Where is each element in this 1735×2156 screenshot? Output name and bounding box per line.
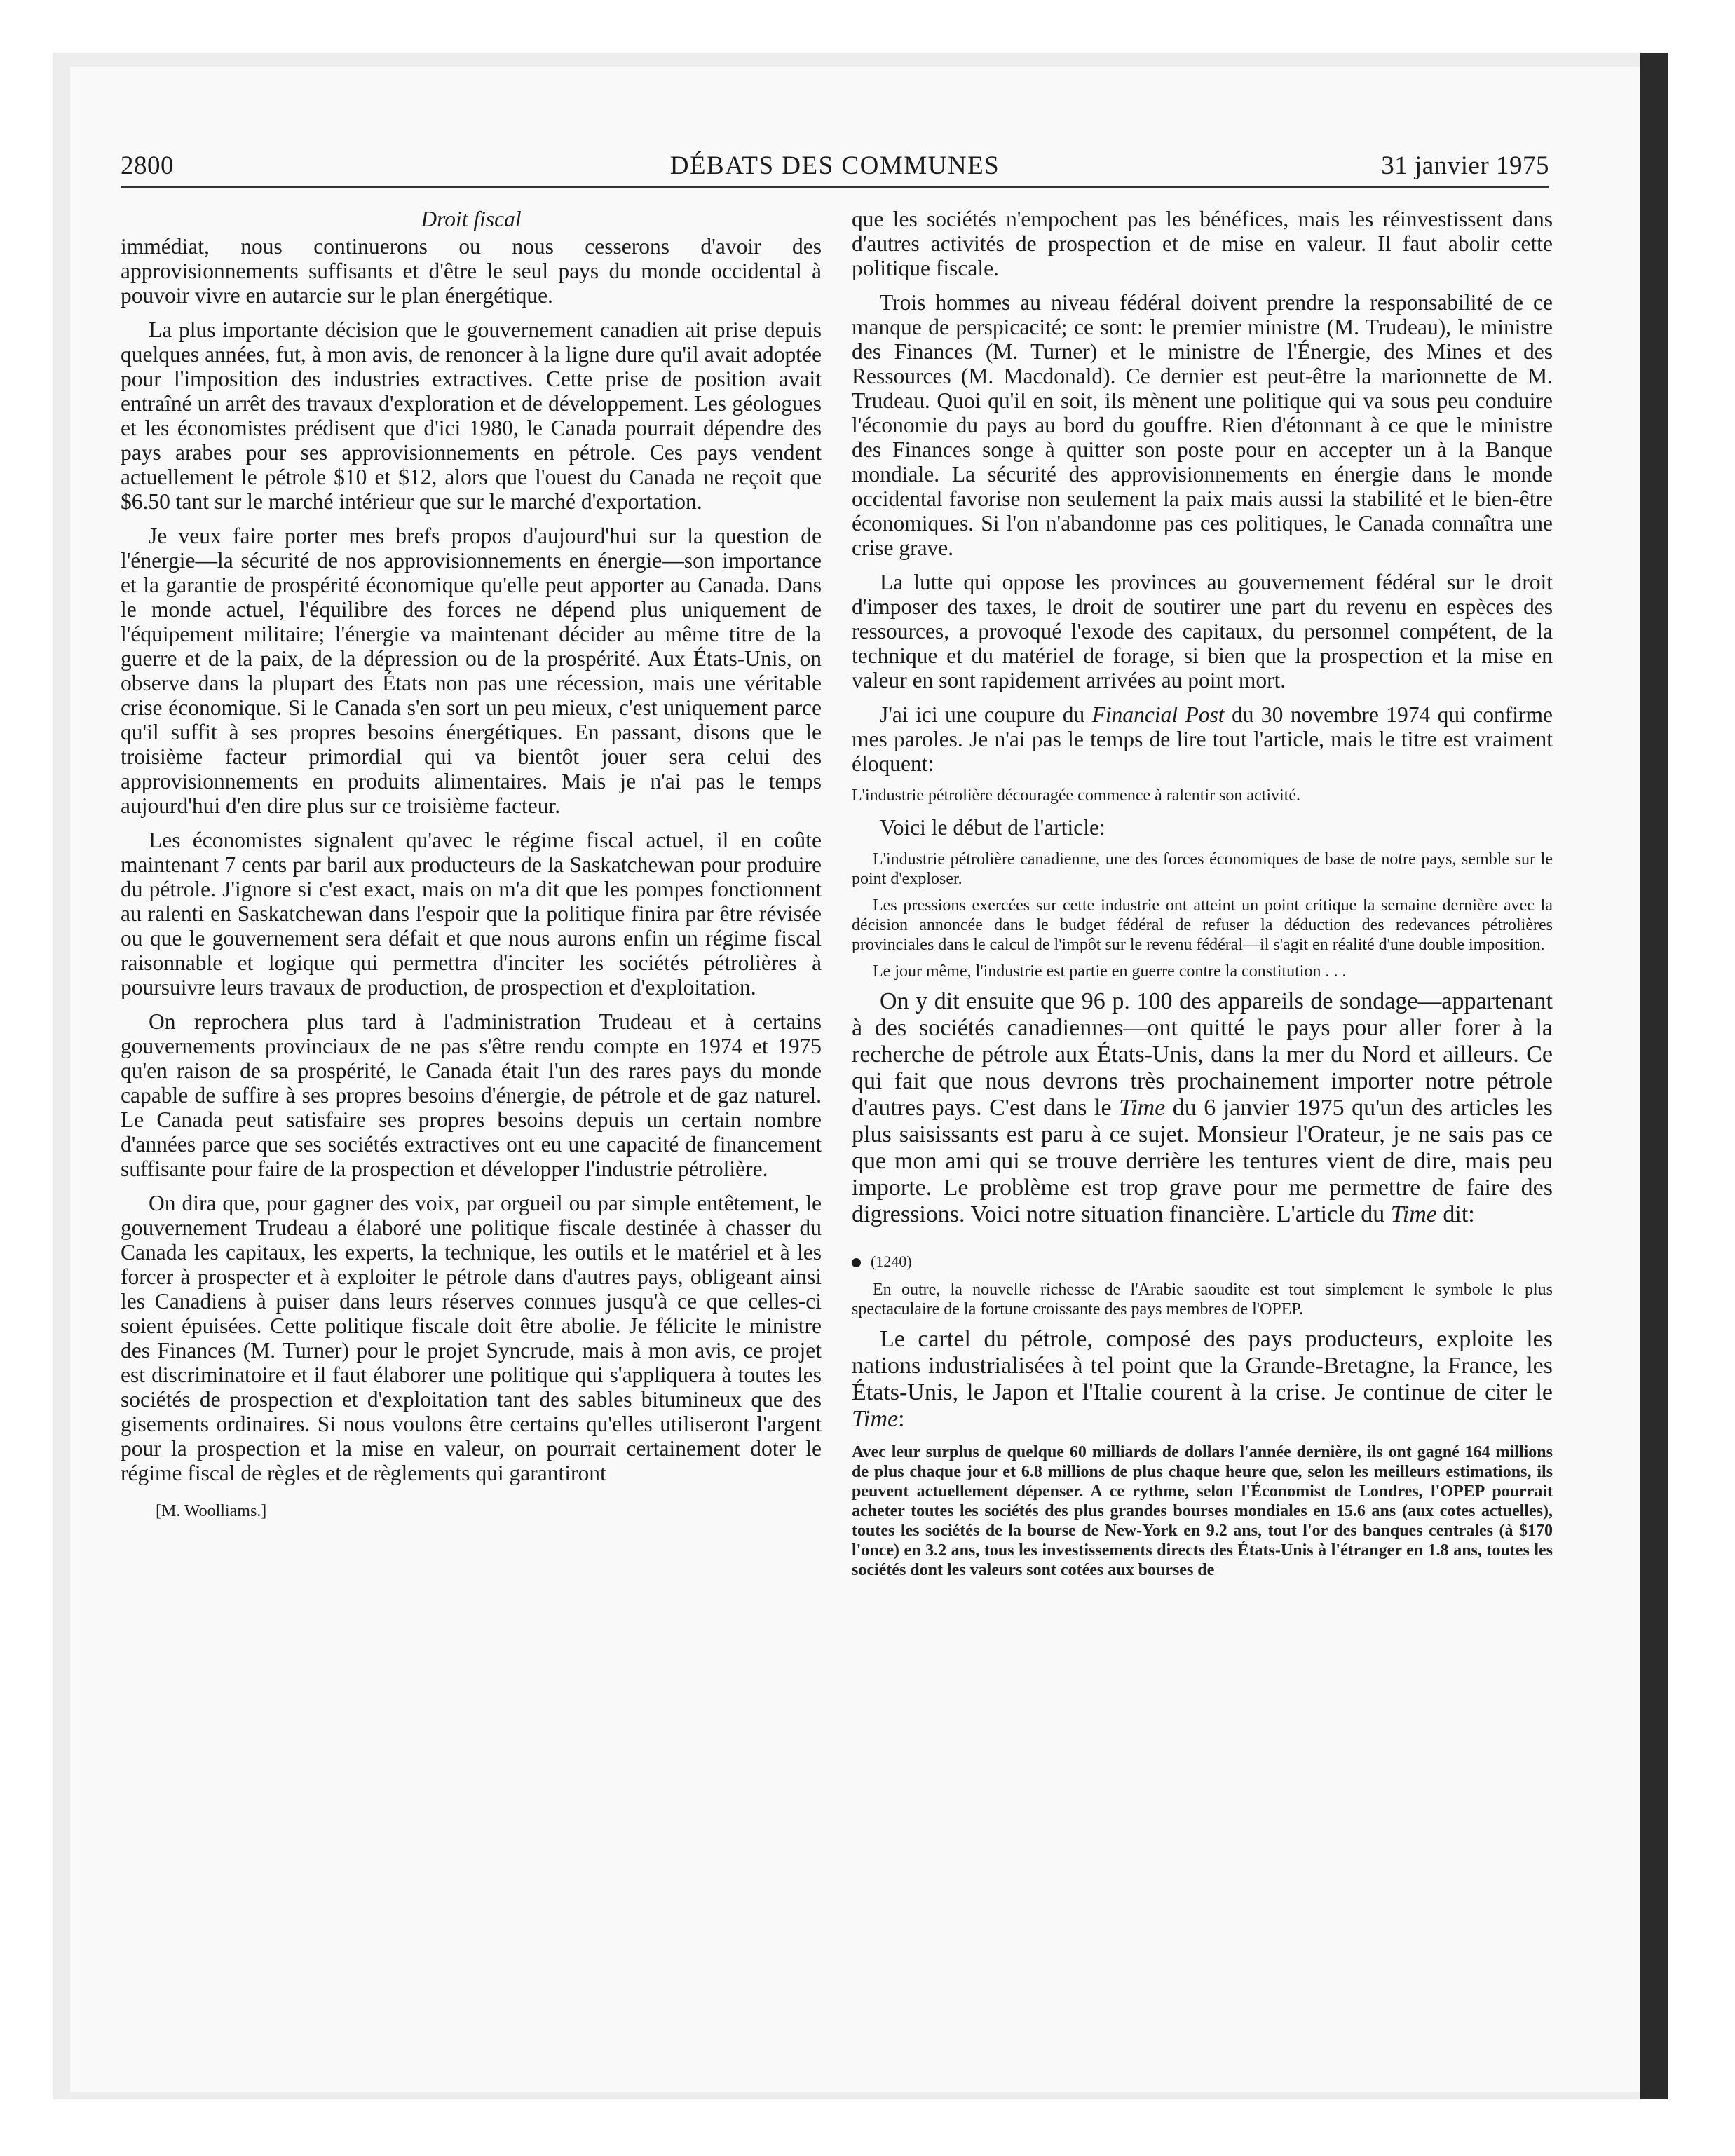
- block-quote: Avec leur surplus de quelque 60 milliards de dollars l'année dernière, ils ont gagné 164 millions de plus chaque jour et 6.8 millions de plus chaque heure que, selon les meilleurs estimations, ils peuvent actuellement dépenser. A ce rythme, selon l'Économist de Londres, l'OPEP pourrait acheter toutes les sociétés des plus grandes bourses mondiales en 15.6 ans (aux cotes actuelles), toutes les sociétés de la bourse de New-York en 9.2 ans, tout l'or des banques centrales (à $170 l'once) en 3.2 ans, tous les investissements directs des États-Unis à l'étranger en 1.8 ans, toutes les sociétés dont les valeurs sont cotées aux bourses de: [852, 1443, 1553, 1579]
- paragraph: Voici le début de l'article:: [880, 815, 1105, 840]
- block-quote: En outre, la nouvelle richesse de l'Arabie saoudite est tout simplement le symbole le plus spectaculaire de la fortune croissante des pays membres de l'OPEP.: [852, 1281, 1553, 1318]
- page-header: [121, 151, 1549, 186]
- text-run: du 6 janvier 1975 qu'un des articles les plus saisissants est paru à ce sujet. Monsieur l'Orateur, je ne sais pas ce que mon ami qui se trouve derrière les tentures vient de dire, mais peu importe. Le problème est trop grave pour me permettre de faire des digressions. Voici notre situation financière. L'article du: [852, 1095, 1553, 1227]
- publication-name: Time: [1119, 1095, 1166, 1121]
- paragraph: que les sociétés n'empochent pas les bénéfices, mais les réinvestissent dans d'autres activités de prospection et de mise en valeur. Il faut abolir cette politique fiscale.: [852, 207, 1553, 280]
- speaker-attribution: [M. Woolliams.]: [156, 1502, 267, 1520]
- paragraph: Je veux faire porter mes brefs propos d'aujourd'hui sur la question de l'énergie—la sécurité de nos approvisionnements en énergie—son importance et la garantie de prospérité économique qu'elle peut apporter au Canada. Dans le monde actuel, l'équilibre des forces ne dépend plus uniquement de l'équipement militaire; l'énergie va maintenant décider au même titre de la guerre et de la paix, de la dépression ou de la prospérité. Aux États-Unis, on observe dans la plupart des États non pas une récession, mais une véritable crise économique. Si le Canada s'en sort un peu mieux, c'est uniquement parce qu'il suffit à ses propres besoins énergétiques. En passant, disons que le troisième facteur primordial qui va bientôt jouer sera celui des approvisionnements en produits alimentaires. Mais je n'ai pas le temps aujourd'hui d'en dire plus sur ce troisième facteur.: [121, 524, 822, 818]
- paragraph: [852, 988, 1553, 1228]
- left-column: [121, 207, 822, 1524]
- block-quote: L'industrie pétrolière canadienne, une des forces économiques de base de notre pays, semble sur le point d'exploser.: [852, 850, 1553, 888]
- page-date: 31 janvier 1975: [1381, 151, 1549, 180]
- right-column: [852, 207, 1553, 1587]
- paragraph: Les économistes signalent qu'avec le régime fiscal actuel, il en coûte maintenant 7 cents par baril aux producteurs de la Saskatchewan pour produire du pétrole. J'ignore si c'est exact, mais on m'a dit que les pompes fonctionnent au ralenti en Saskatchewan dans l'espoir que la politique finira par être révisée ou que le gouvernement sera défait et que nous aurons enfin un régime fiscal raisonnable et logique qui permettra d'inciter les sociétés pétrolières à poursuivre leurs travaux de production, de prospection et d'exploitation.: [121, 828, 822, 999]
- page-number: 2800: [121, 151, 174, 180]
- header-rule: [121, 186, 1549, 188]
- block-quote: Le jour même, l'industrie est partie en guerre contre la constitution . . .: [873, 962, 1347, 981]
- text-run: On y dit ensuite que 96 p. 100 des appareils de sondage—appartenant à des sociétés canadiennes—ont quitté le pays pour aller forer à la recherche de pétrole aux États-Unis, dans la mer du Nord et ailleurs. Ce qui fait que nous devrons très prochainement importer notre pétrole d'autres pays. C'est dans le: [852, 988, 1553, 1121]
- text-run: du 30 novembre 1974 qui confirme mes paroles. Je n'ai pas le temps de lire tout l'article, mais le titre est vraiment éloquent:: [852, 702, 1553, 776]
- bullet-icon: [852, 1258, 861, 1267]
- publication-name: Time: [1390, 1201, 1437, 1227]
- publication-name: Financial Post: [1091, 702, 1225, 727]
- publication-name: Time: [852, 1406, 899, 1432]
- paragraph: Trois hommes au niveau fédéral doivent prendre la responsabilité de ce manque de perspicacité; ce sont: le premier ministre (M. Trudeau), le ministre des Finances (M. Turner) et le ministre de l'Énergie, des Mines et des Ressources (M. Macdonald). Ce dernier est peut-être la marionnette de M. Trudeau. Quoi qu'il en soit, ils mènent une politique qui va sous peu conduire l'économie du pays au bord du gouffre. Rien d'étonnant à ce que le ministre des Finances songe à quitter son poste pour en accepter un à la Banque mondiale. La sécurité des approvisionnements en énergie dans le monde occidental favorise non seulement la paix mais aussi la stabilité et le bien-être économiques. Si l'on n'abandonne pas ces politiques, le Canada connaîtra une crise grave.: [852, 290, 1553, 560]
- page-edge-shadow: [1640, 53, 1668, 2099]
- time-marker-label: (1240): [871, 1253, 912, 1270]
- text-run: J'ai ici une coupure du: [880, 702, 1092, 727]
- paragraph: [852, 1326, 1553, 1433]
- quoted-headline: L'industrie pétrolière découragée commence à ralentir son activité.: [852, 786, 1301, 805]
- text-run: :: [898, 1406, 905, 1432]
- paragraph: On dira que, pour gagner des voix, par orgueil ou par simple entêtement, le gouvernement Trudeau a élaboré une politique fiscale destinée à chasser du Canada les capitaux, les experts, la technique, les outils et le matériel et à les forcer à prospecter et à exploiter le pétrole dans d'autres pays, obligeant ainsi les Canadiens à puiser dans leurs réserves connues jusqu'à ce que celles-ci soient épuisées. Cette politique fiscale doit être abolie. Je félicite le ministre des Finances (M. Turner) pour le projet Syncrude, mais à mon avis, ce projet est discriminatoire et il faut élaborer une politique qui s'appliquera à toutes les sociétés de prospection et d'exploitation tant des sables bitumineux que des gisements ordinaires. Si nous voulons être certains qu'elles utiliseront l'argent pour la prospection et la mise en valeur, on pourrait certainement doter le régime fiscal de règles et de règlements qui garantiront: [121, 1191, 822, 1485]
- paragraph: [852, 702, 1553, 776]
- paragraph: On reprochera plus tard à l'administration Trudeau et à certains gouvernements provinciaux de ne pas s'être rendu compte en 1974 et 1975 qu'en raison de sa prospérité, le Canada était l'un des rares pays du monde capable de suffire à ses propres besoins d'énergie, de pétrole et de gaz naturel. Le Canada peut satisfaire ses propres besoins depuis un certain nombre d'années parce que ses sociétés extractives ont eu une capacité de financement suffisante pour faire de la prospection et développer l'industrie pétrolière.: [121, 1009, 822, 1181]
- publication-title: DÉBATS DES COMMUNES: [669, 151, 1000, 180]
- paragraph: immédiat, nous continuerons ou nous cesserons d'avoir des approvisionnements suffisants et d'être le seul pays du monde occidental à pouvoir vivre en autarcie sur le plan énergétique.: [121, 234, 822, 308]
- text-run: Le cartel du pétrole, composé des pays producteurs, exploite les nations industrialisées à tel point que la Grande-Bretagne, la France, les États-Unis, le Japon et l'Italie courent à la crise. Je continue de citer le: [852, 1326, 1553, 1405]
- text-run: dit:: [1436, 1201, 1475, 1227]
- paragraph: La plus importante décision que le gouvernement canadien ait prise depuis quelques années, fut, à mon avis, de renoncer à la ligne dure qu'il avait adoptée pour l'imposition des industries extractives. Cette prise de position avait entraîné un arrêt des travaux d'exploration et de développement. Les géologues et les économistes prédisent que d'ici 1980, le Canada pourrait dépendre des pays arabes pour ses approvisionnements en pétrole. Ces pays vendent actuellement le pétrole $10 et $12, alors que l'ouest du Canada ne reçoit que $6.50 tant sur le marché intérieur que sur le marché d'exportation.: [121, 318, 822, 514]
- time-marker: [852, 1252, 1553, 1271]
- paragraph: La lutte qui oppose les provinces au gouvernement fédéral sur le droit d'imposer des taxes, le droit de soutirer une part du revenu en espèces des ressources, a provoqué l'exode des capitaux, du personnel compétent, de la technique et du matériel de forage, si bien que la prospection et la mise en valeur en sont rapidement arrivées au point mort.: [852, 570, 1553, 692]
- subject-heading: Droit fiscal: [421, 207, 522, 231]
- block-quote: Les pressions exercées sur cette industrie ont atteint un point critique la semaine dernière avec la décision annoncée dans le budget fédéral de refuser la déduction des redevances pétrolières provinciales dans le calcul de l'impôt sur le revenu fédéral—il s'agit en réalité d'une double imposition.: [852, 896, 1553, 954]
